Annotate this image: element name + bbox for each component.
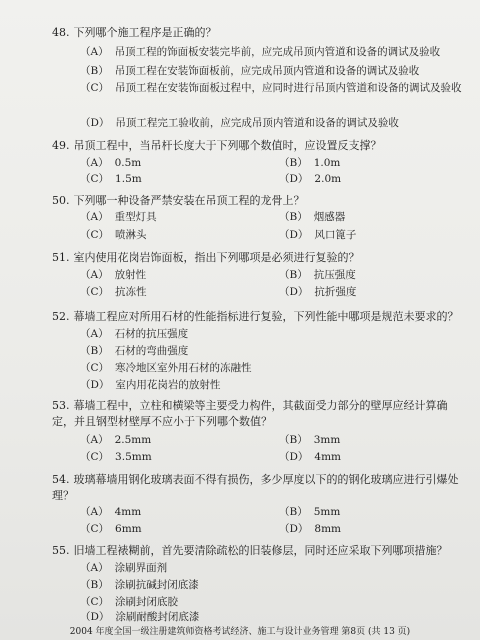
option-b: （B） 5mm [279,506,341,518]
option-d: （D） 室内用花岗岩的放射性 [80,379,221,391]
question-stem: 50. 下列哪一种设备严禁安装在吊顶工程的龙骨上？ [52,194,305,207]
option-c: （C） 吊顶工程在安装饰面板过程中，应同时进行吊顶内管道和设备的调试及验收 [80,82,462,94]
option-a: （A） 放射性 [80,269,147,281]
question-stem: 54. 玻璃幕墙用钢化玻璃表面不得有损伤，多少厚度以下的的钢化玻璃应进行引爆处理？ [52,473,459,502]
question-stem: 53. 幕墙工程中，立柱和横梁等主要受力构件，其截面受力部分的壁厚应经计算确定，并且钢型材壁厚不应小于下列哪个数值？ [52,399,448,428]
option-c: （C） 抗冻性 [80,286,147,298]
option-b: （B） 石材的弯曲强度 [80,345,189,357]
option-d: （D） 2.0m [279,173,342,185]
question-stem: 55. 旧墙工程裱糊前，首先要清除疏松的旧装修层，同时还应采取下列哪项措施？ [52,544,448,557]
option-d: （D） 抗折强度 [279,286,357,298]
option-a: （A） 2.5mm [80,434,152,446]
option-a: （A） 吊顶工程的饰面板安装完毕前，应完成吊顶内管道和设备的调试及验收 [80,46,441,58]
option-d: （D） 风口篦子 [279,229,357,241]
option-c: （C） 6mm [80,523,142,535]
option-a: （A） 0.5m [80,157,142,169]
option-a: （A） 重型灯具 [80,211,157,223]
option-c: （C） 3.5mm [80,451,152,463]
option-c: （C） 喷淋头 [80,229,147,241]
option-b: （B） 吊顶工程在安装饰面板前，应完成吊顶内管道和设备的调试及验收 [80,65,420,77]
option-b: （B） 涂刷抗碱封闭底漆 [80,579,199,591]
option-a: （A） 涂刷界面剂 [80,562,168,574]
option-c: （C） 1.5m [80,173,142,185]
question-stem: 52. 幕墙工程应对所用石材的性能指标进行复验，下列性能中哪项是规范未要求的？ [52,310,459,323]
option-d: （D） 4mm [279,451,342,463]
question-stem: 51. 室内使用花岗岩饰面板，指出下列哪项是必须进行复验的？ [52,251,360,264]
option-a: （A） 石材的抗压强度 [80,328,189,340]
question-stem: 48. 下列哪个施工程序是正确的？ [52,26,217,39]
option-d: （D） 吊顶工程完工验收前，应完成吊顶内管道和设备的调试及验收 [80,117,399,129]
option-c: （C） 涂刷封闭底胶 [80,596,179,608]
option-b: （B） 烟感器 [279,211,346,223]
option-b: （B） 3mm [279,434,341,446]
option-b: （B） 1.0m [279,157,341,169]
option-a: （A） 4mm [80,506,142,518]
option-d: （D） 8mm [279,523,342,535]
option-d: （D） 涂刷耐酸封闭底漆 [80,611,200,623]
question-stem: 49. 吊顶工程中，当吊杆长度大于下列哪个数值时，应设置反支撑？ [52,139,382,152]
option-c: （C） 寒冷地区室外用石材的冻融性 [80,362,252,374]
page-footer: 2004 年度全国一级注册建筑师资格考试经济、施工与设计业务管理 第8页 (共 13 页) [69,627,411,637]
option-b: （B） 抗压强度 [279,269,356,281]
